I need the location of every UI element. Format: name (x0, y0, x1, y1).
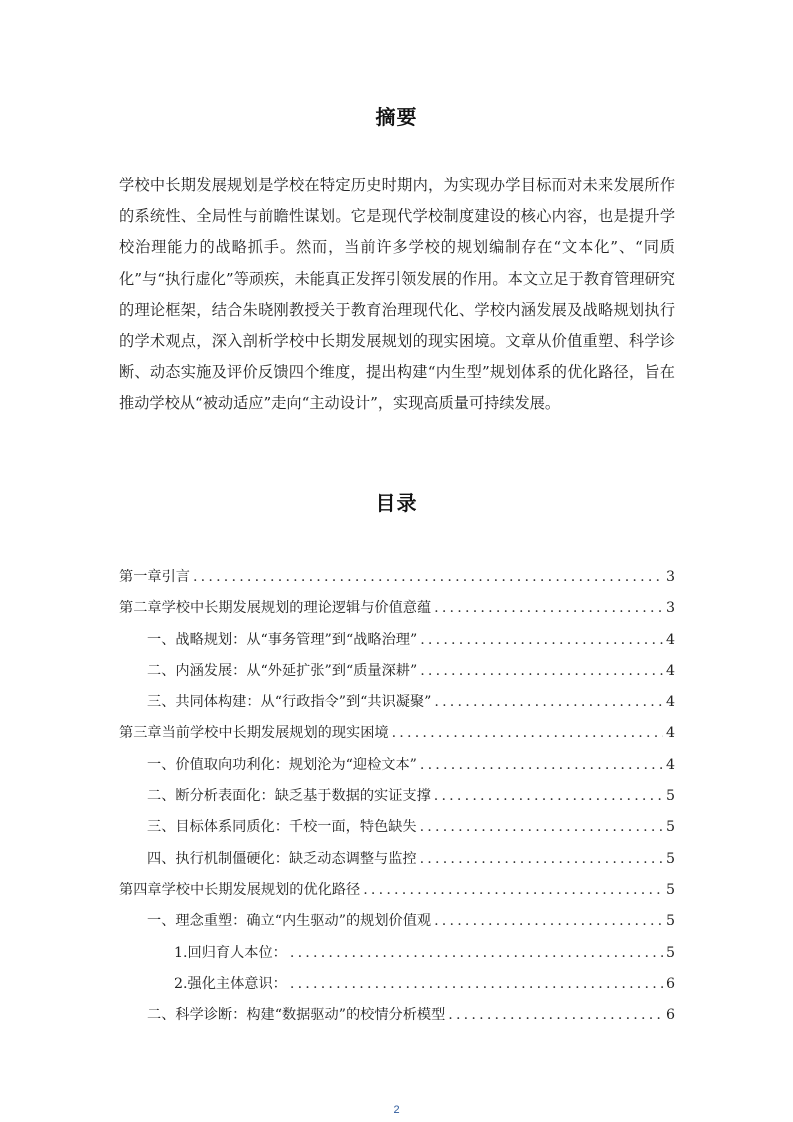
toc-entry[interactable] (119, 910, 675, 941)
toc-entry-label: 第一章引言 (119, 569, 190, 585)
toc-entry-label: 三、目标体系同质化：千校一面，特色缺失 (147, 819, 417, 836)
toc-entry-page: 4 (665, 662, 675, 679)
abstract-paragraph: 学校中长期发展规划是学校在特定历史时期内，为实现办学目标而对未来发展所作的系统性、全局性与前瞻性谋划。它是现代学校制度建设的核心内容，也是提升学校治理能力的战略抓手。然而，当前许多学校的规划编制存在“文本化”、“同质化”与“执行虚化”等顽疾，未能真正发挥引领发展的作用。本文立足于教育管理研究的理论框架，结合朱晓刚教授关于教育治理现代化、学校内涵发展及战略规划执行的学术观点，深入剖析学校中长期发展规划的现实困境。文章从价值重塑、科学诊断、动态实施及评价反馈四个维度，提出构建“内生型”规划体系的优化路径，旨在推动学校从“被动适应”走向“主动设计”，实现高质量可持续发展。 (119, 176, 675, 413)
toc-entry-label: 2.强化主体意识： (174, 975, 287, 992)
toc-entry-page: 5 (665, 819, 675, 836)
toc-entry[interactable] (119, 691, 675, 722)
toc-entry-label: 一、价值取向功利化：规划沦为“迎检文本” (147, 756, 417, 773)
toc-entry-page: 4 (665, 631, 675, 648)
toc-dot-leader (290, 945, 663, 961)
toc-entry[interactable] (119, 597, 675, 628)
toc-entry[interactable] (119, 973, 675, 1004)
abstract-title: 摘要 (375, 105, 418, 129)
toc-dot-leader (290, 976, 663, 992)
toc-entry-label: 一、战略规划：从“事务管理”到“战略治理” (147, 631, 418, 648)
toc-entry-page: 4 (665, 725, 675, 742)
toc-entry[interactable] (119, 879, 675, 910)
toc-entry[interactable] (119, 566, 675, 597)
toc-entry-page: 5 (665, 881, 675, 898)
toc-entry-label: 二、内涵发展：从“外延扩张”到“质量深耕” (147, 662, 418, 679)
toc-entry-label: 二、断分析表面化：缺乏基于数据的实证支撑 (147, 788, 431, 805)
toc-entry[interactable] (119, 722, 675, 753)
toc-entry-page: 5 (665, 944, 675, 961)
toc-dot-leader (420, 663, 663, 679)
toc-entry-page: 4 (665, 694, 675, 711)
table-of-contents (119, 566, 675, 1035)
toc-dot-leader (420, 851, 663, 867)
toc-entry[interactable] (119, 1004, 675, 1035)
toc-entry-label: 第三章当前学校中长期发展规划的现实困境 (119, 725, 389, 742)
toc-entry-page: 4 (665, 756, 675, 773)
toc-entry-label: 第二章学校中长期发展规划的理论逻辑与价值意蕴 (119, 600, 432, 617)
toc-dot-leader (434, 913, 663, 929)
toc-entry-label: 一、理念重塑：确立“内生驱动”的规划价值观 (147, 913, 432, 930)
toc-dot-leader (420, 757, 663, 773)
toc-entry-label: 二、科学诊断：构建“数据驱动”的校情分析模型 (147, 1007, 446, 1024)
toc-dot-leader (363, 882, 663, 898)
toc-entry[interactable] (119, 942, 675, 973)
toc-entry-label: 三、共同体构建：从“行政指令”到“共识凝聚” (147, 694, 432, 711)
toc-entry-label: 四、执行机制僵硬化：缺乏动态调整与监控 (147, 850, 417, 867)
toc-entry[interactable] (119, 754, 675, 785)
toc-entry-page: 3 (665, 600, 675, 617)
toc-entry-page: 3 (665, 569, 675, 585)
toc-entry-page: 5 (665, 913, 675, 930)
toc-dot-leader (193, 569, 663, 585)
abstract-body (119, 170, 675, 420)
toc-dot-leader (448, 1007, 663, 1023)
page-number: 2 (393, 1104, 400, 1116)
toc-entry-page: 6 (665, 1007, 675, 1024)
toc-dot-leader (434, 600, 663, 616)
toc-dot-leader (420, 632, 663, 648)
toc-dot-leader (434, 788, 663, 804)
toc-entry[interactable] (119, 660, 675, 691)
toc-entry-page: 5 (665, 850, 675, 867)
toc-title: 目录 (375, 491, 418, 515)
toc-entry-label: 第四章学校中长期发展规划的优化路径 (119, 881, 361, 898)
toc-entry-page: 5 (665, 788, 675, 805)
toc-dot-leader (392, 725, 663, 741)
toc-entry[interactable] (119, 785, 675, 816)
toc-dot-leader (434, 694, 663, 710)
toc-entry[interactable] (119, 629, 675, 660)
toc-dot-leader (420, 819, 663, 835)
toc-entry[interactable] (119, 816, 675, 847)
toc-entry-page: 6 (665, 975, 675, 992)
toc-entry[interactable] (119, 848, 675, 879)
toc-entry-label: 1.回归育人本位： (174, 944, 287, 961)
